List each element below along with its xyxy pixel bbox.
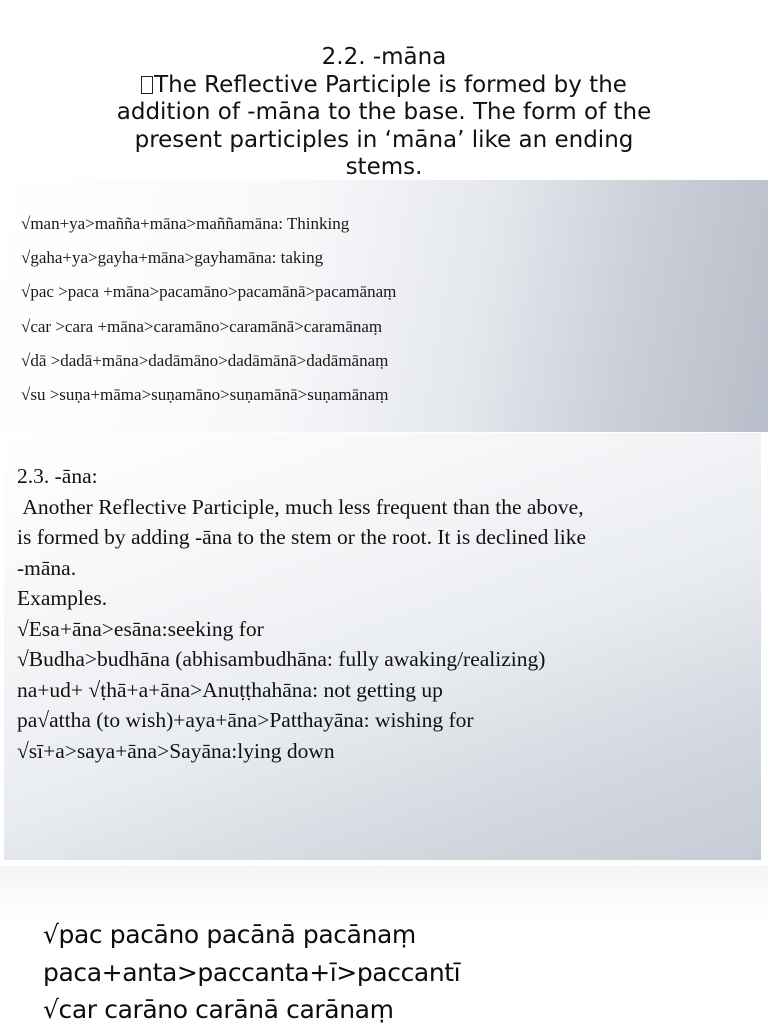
- example-line: √man+ya>mañña+māna>maññamāna: Thinking: [21, 214, 350, 233]
- example-line: √pac >paca +māna>pacamāno>pacamānā>pacamānaṃ: [21, 282, 397, 302]
- body-line: -māna.: [17, 555, 77, 580]
- slide-2-3-ana: [4, 433, 761, 860]
- slide-paradigm: [0, 866, 768, 1024]
- section-title: 2.2. -māna: [321, 44, 447, 70]
- paradigm-line: √pac pacāno pacānā pacānaṃ: [43, 920, 416, 949]
- body-line: is formed by adding -āna to the stem or the root. It is declined like: [17, 525, 587, 549]
- body-line: Another Reflective Participle, much less frequent than the above,: [17, 494, 584, 519]
- missing-glyph-icon: [141, 76, 153, 94]
- example-line: √Budha>budhāna (abhisambudhāna: fully awaking/realizing): [17, 647, 546, 671]
- slide-2-2-header: [0, 0, 768, 180]
- ana-text-body: [17, 461, 747, 766]
- example-line: √su >suṇa+māma>suṇamāno>suṇamānā>suṇamānaṃ: [21, 384, 389, 404]
- example-line: √gaha+ya>gayha+māna>gayhamāna: taking: [21, 248, 324, 268]
- example-line: √car >cara +māna>caramāno>caramānā>caramānaṃ: [21, 316, 383, 336]
- examples-label: Examples.: [17, 586, 108, 610]
- description-line: The Reflective Participle is formed by the: [80, 72, 688, 100]
- example-line: √sī+a>saya+āna>Sayāna:lying down: [17, 738, 335, 763]
- example-line: na+ud+ √ṭhā+a+āna>Anuṭṭhahāna: not getting up: [17, 677, 443, 702]
- section-title: 2.3. -āna:: [17, 464, 98, 488]
- paradigm-line: √car carāno carānā carānaṃ: [43, 995, 394, 1024]
- example-line: √Esa+āna>esāna:seeking for: [17, 616, 264, 641]
- description-line: present participles in ‘māna’ like an ending: [134, 126, 634, 153]
- example-line: √dā >dadā+māna>dadāmāno>dadāmānā>dadāmānaṃ: [21, 350, 389, 370]
- description-line: addition of -māna to the base. The form of the: [116, 99, 652, 125]
- heading-block: [80, 44, 688, 182]
- example-line: pa√attha (to wish)+aya+āna>Patthayāna: wishing for: [17, 708, 474, 732]
- description-line: stems.: [345, 154, 423, 180]
- mana-examples-list: [21, 212, 396, 417]
- paradigm-list: [43, 916, 460, 1029]
- paradigm-line: paca+anta>paccanta+ī>paccantī: [43, 957, 461, 987]
